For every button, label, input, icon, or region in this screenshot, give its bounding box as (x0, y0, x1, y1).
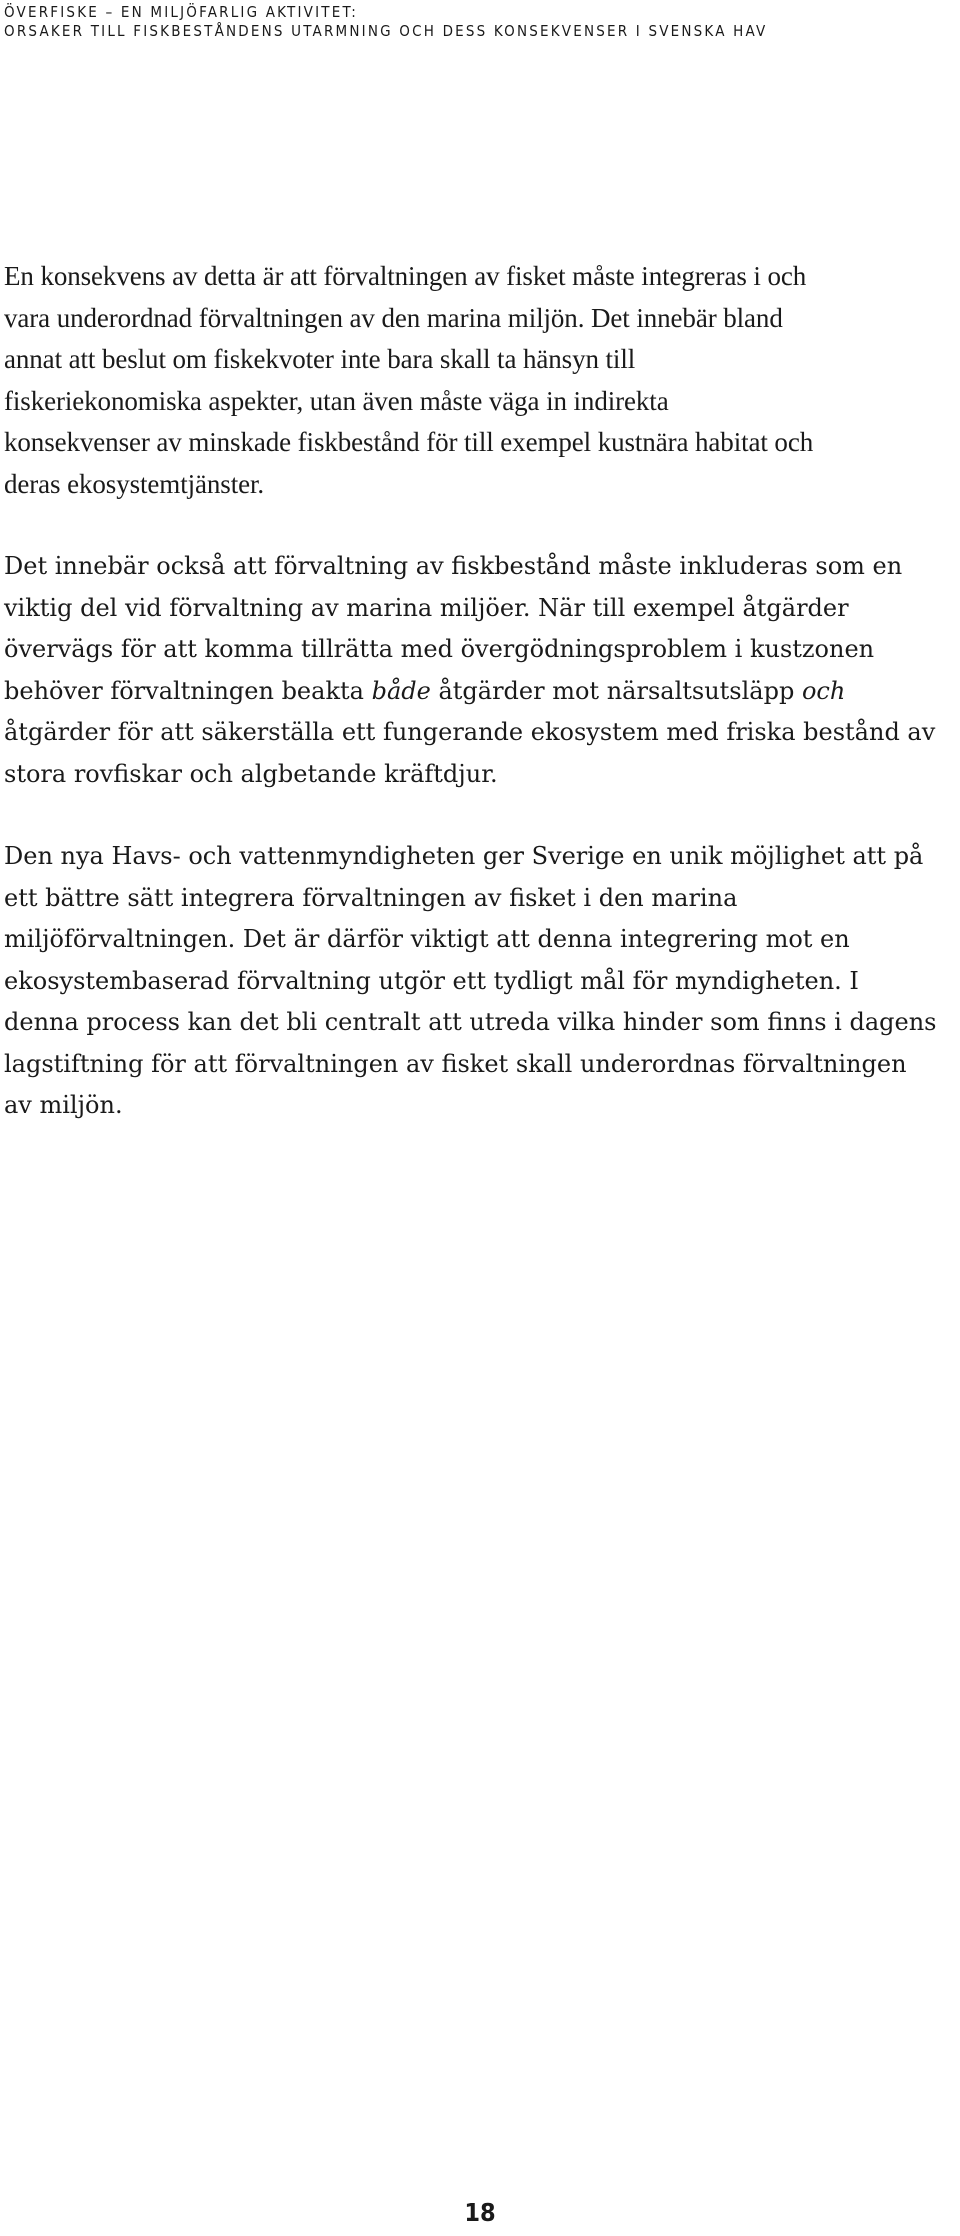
paragraph-3 (4, 836, 958, 1127)
paragraph-2-line: Det innebär också att förvaltning av fiskbestånd måste inkluderas som en (4, 552, 903, 580)
paragraph-2-line: stora rovfiskar och algbetande kräftdjur. (4, 759, 498, 788)
paragraph-2-text: behöver förvaltningen beakta (4, 676, 372, 705)
paragraph-2-line: åtgärder för att säkerställa ett fungerande ekosystem med friska bestånd av (4, 718, 936, 746)
paragraph-3-line: lagstiftning för att förvaltningen av fisket skall underordnas förvaltningen (4, 1049, 907, 1078)
paragraph-2-line: viktig del vid förvaltning av marina miljöer. När till exempel åtgärder (4, 593, 849, 622)
paragraph-1-line: fiskeriekonomiska aspekter, utan även måste väga in indirekta (4, 385, 669, 416)
running-header-subtitle: ORSAKER TILL FISKBESTÅNDENS UTARMNING OCH DESS KONSEKVENSER I SVENSKA HAV (4, 22, 768, 40)
paragraph-1-line: En konsekvens av detta är att förvaltningen av fisket måste integreras i och (4, 261, 807, 291)
paragraph-3-line: Den nya Havs- och vattenmyndigheten ger Sverige en unik möjlighet att på (4, 842, 924, 870)
emphasis-bade: både (371, 676, 431, 705)
running-header-title: ÖVERFISKE – EN MILJÖFARLIG AKTIVITET: (4, 3, 358, 21)
paragraph-3-line: ett bättre sätt integrera förvaltningen av fisket i den marina (4, 883, 738, 912)
paragraph-1-line: deras ekosystemtjänster. (4, 468, 265, 499)
paragraph-2-line: övervägs för att komma tillrätta med övergödningsproblem i kustzonen (4, 635, 875, 663)
paragraph-1-line: annat att beslut om fiskekvoter inte bara skall ta hänsyn till (4, 344, 636, 374)
paragraph-3-line: av miljön. (4, 1091, 123, 1119)
paragraph-3-line: ekosystembaserad förvaltning utgör ett tydligt mål för myndigheten. I (4, 966, 859, 995)
paragraph-2-text: åtgärder mot närsaltsutsläpp (430, 676, 802, 705)
emphasis-och: och (801, 676, 846, 705)
paragraph-1-line: vara underordnad förvaltningen av den marina miljön. Det innebär bland (4, 302, 783, 333)
body-text (4, 256, 958, 1168)
paragraph-2 (4, 546, 958, 795)
paragraph-2-line (4, 671, 958, 713)
page-number: 18 (464, 2198, 496, 2227)
paragraph-3-line: miljöförvaltningen. Det är därför viktigt att denna integrering mot en (4, 925, 850, 953)
running-header (4, 3, 767, 41)
paragraph-3-line: denna process kan det bli centralt att utreda vilka hinder som finns i dagens (4, 1008, 937, 1036)
paragraph-1 (4, 256, 958, 505)
paragraph-1-line: konsekvenser av minskade fiskbestånd för till exempel kustnära habitat och (4, 427, 814, 457)
